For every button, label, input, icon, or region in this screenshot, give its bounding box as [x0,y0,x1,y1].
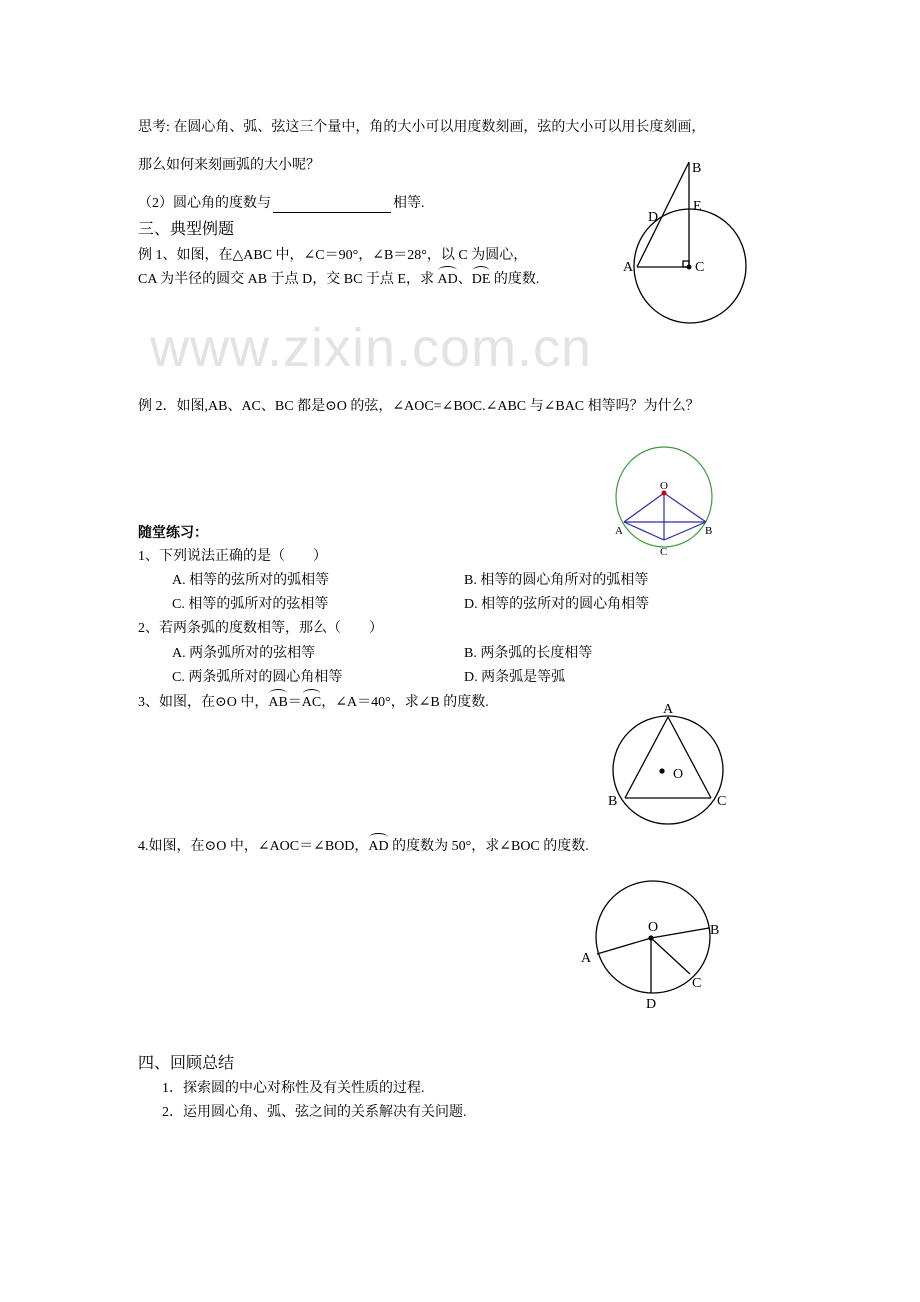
summary-item-1: 1．探索圆的中心对称性及有关性质的过程. [162,1081,425,1096]
label-o: O [673,767,684,782]
label-c: C [717,794,727,809]
q4-text-end: 的度数为 50°，求∠BOC 的度数. [388,839,589,854]
center-o-dot [649,936,653,940]
label-a: A [615,525,623,537]
fig3-circle [613,716,723,824]
arc-ad: AD [437,272,458,287]
arc-ab: AB [268,695,288,710]
q1-option-a: A. 相等的弦所对的弧相等 [172,573,330,588]
q4-text: 4.如图，在⊙O 中，∠AOC＝∠BOD， [138,839,369,854]
q1-option-d: D. 相等的弦所对的圆心角相等 [464,597,650,612]
label-a: A [581,951,592,966]
center-o-dot [660,769,664,773]
ex1-sep: 、 [457,272,472,287]
section-3-heading: 三、典型例题 [138,221,235,238]
think-line-2: 那么如何来刻画弧的大小呢？ [138,158,320,173]
practice-q2: 2、若两条弧的度数相等，那么（ ） [138,621,383,636]
figure-1 [623,161,746,323]
label-c: C [692,976,702,991]
label-o: O [660,480,668,492]
q2-option-b: B. 两条弧的长度相等 [464,646,593,661]
arc-ad-q4: AD [368,839,389,854]
label-b: B [705,525,713,537]
summary-item-2: 2．运用圆心角、弧、弦之间的关系解决有关问题. [162,1105,467,1120]
watermark: www.zixin.com.cn [150,318,593,378]
q2-option-d: D. 两条弧是等弧 [464,670,566,685]
q1-option-c: C. 相等的弧所对的弦相等 [172,597,329,612]
label-d: D [648,210,659,225]
q2-option-c: C. 两条弧所对的圆心角相等 [172,670,343,685]
q3-eq: ＝ [287,695,302,710]
label-e: E [693,199,702,214]
practice-title: 随堂练习： [138,526,208,541]
label-c: C [695,260,705,275]
label-d: D [646,997,657,1012]
example-2: 例 2．如图,AB、AC、BC 都是⊙O 的弦，∠AOC=∠BOC.∠ABC 与∠BAC 相等吗？为什么？ [138,399,700,414]
figure-2 [615,447,712,558]
figure-3 [608,702,726,824]
label-b: B [608,794,618,809]
label-a: A [663,702,674,717]
label-b: B [710,923,720,938]
figure-4 [581,881,719,1012]
section-4-heading: 四、回顾总结 [138,1055,235,1072]
label-o: O [648,920,659,935]
example-1-line-1: 例 1、如图，在△ABC 中，∠C＝90°，∠B＝28°，以 C 为圆心， [138,248,528,263]
ex1-text: CA 为半径的圆交 AB 于点 D，交 BC 于点 E，求 [138,272,438,287]
q3-text-end: ，∠A＝40°，求∠B 的度数. [321,695,489,710]
arc-ac: AC [301,695,322,710]
q2-option-a: A. 两条弧所对的弦相等 [172,646,316,661]
label-b: B [692,161,702,176]
center-c-dot [687,265,691,269]
think-line-1: 思考: 在圆心角、弧、弦这三个量中，角的大小可以用度数刻画，弦的大小可以用长度刻画， [138,120,706,135]
arc-de: DE [471,272,491,287]
practice-q1: 1、下列说法正确的是（ ） [138,549,327,564]
segment-ab [637,162,689,267]
q3-text: 3、如图，在⊙O 中， [138,695,269,710]
q2-suffix: 相等. [393,196,425,211]
fig2-chords [624,493,706,540]
q2-prefix: （2）圆心角的度数与 [138,196,271,211]
ex1-text-end: 的度数. [490,272,540,287]
q1-option-b: B. 相等的圆心角所对的弧相等 [464,573,649,588]
label-a: A [623,260,634,275]
label-c: C [660,546,668,558]
